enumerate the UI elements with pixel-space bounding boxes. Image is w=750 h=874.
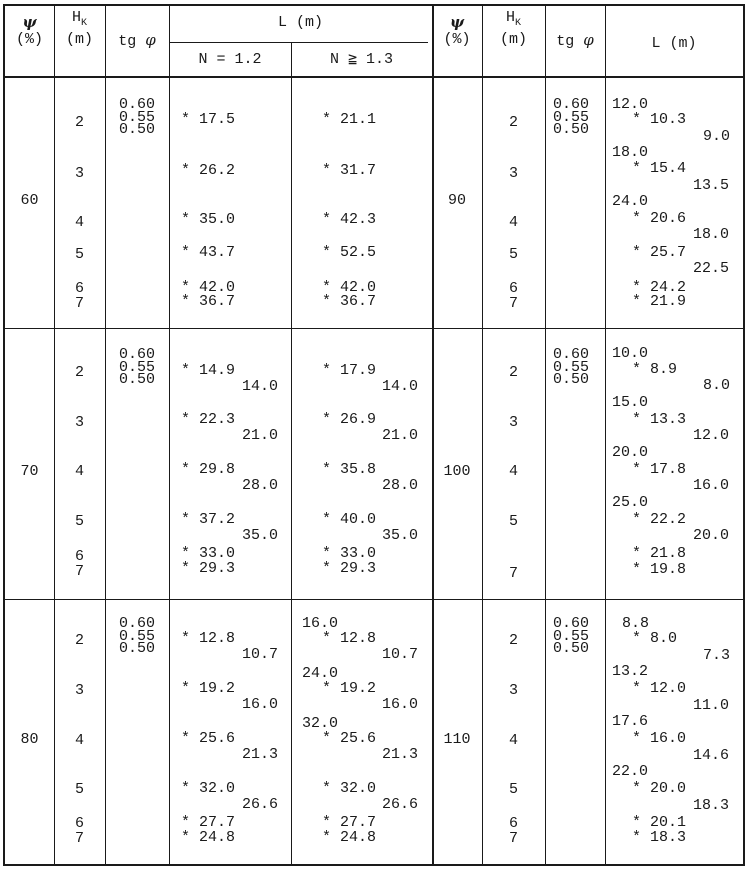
n13-header: N ≧ 1.3	[329, 51, 394, 68]
n13-value: 21.0	[382, 427, 419, 444]
hk-header-right	[482, 10, 545, 48]
right-l-value: 22.0	[612, 763, 649, 780]
slope-length-table	[3, 4, 745, 866]
right-l-value: 18.3	[693, 797, 730, 814]
tg-value: 0.60	[553, 615, 590, 632]
right-l-value: 15.0	[612, 394, 649, 411]
psi-value: 70	[20, 463, 39, 480]
n13-value: * 33.0	[322, 545, 377, 562]
hk-value: 6	[74, 280, 84, 297]
grid-line	[105, 6, 106, 864]
grid-line	[291, 42, 292, 864]
hk-value-right: 5	[508, 781, 518, 798]
right-l-value: 13.5	[693, 177, 730, 194]
tg-values-right	[553, 96, 590, 138]
n13-value: * 17.9	[322, 362, 377, 379]
right-l-value: 25.0	[612, 494, 649, 511]
n13-value: * 25.6	[322, 730, 377, 747]
grid-line	[169, 42, 428, 43]
hk-value-right: 3	[508, 682, 518, 699]
n13-value: * 42.3	[322, 211, 377, 228]
n12-value: * 42.0	[181, 279, 236, 296]
hk-value: 3	[74, 682, 84, 699]
psi-value: 80	[20, 731, 39, 748]
hk-value-right: 5	[508, 246, 518, 263]
n12-value: * 26.2	[181, 162, 236, 179]
hk-value-right: 5	[508, 513, 518, 530]
tg-values	[119, 346, 156, 388]
tg-value: 0.60	[119, 346, 156, 363]
psi-value-right: 90	[447, 192, 466, 209]
hk-value-right: 2	[508, 632, 518, 649]
n13-value: * 32.0	[322, 780, 377, 797]
n13-value: * 36.7	[322, 293, 377, 310]
n13-value: 26.6	[382, 796, 419, 813]
hk-value: 2	[74, 632, 84, 649]
grid-line	[169, 6, 170, 864]
right-l-value: * 24.2	[632, 279, 687, 296]
hk-value-right: 2	[508, 114, 518, 131]
right-l-value: 17.6	[612, 713, 649, 730]
right-l-value: 20.0	[693, 527, 730, 544]
tg-values	[119, 615, 156, 657]
grid-line	[5, 76, 743, 78]
right-l-value: * 10.3	[632, 111, 687, 128]
right-l-value: 18.0	[612, 144, 649, 161]
tg-value: 0.50	[119, 121, 156, 138]
right-l-value: * 20.0	[632, 780, 687, 797]
right-l-value: 8.0	[703, 377, 731, 394]
n13-value: * 42.0	[322, 279, 377, 296]
right-l-value: 18.0	[693, 226, 730, 243]
tg-value: 0.60	[119, 615, 156, 632]
right-l-value: 11.0	[693, 697, 730, 714]
tg-value: 0.60	[553, 346, 590, 363]
tg-values-right	[553, 346, 590, 388]
tg-phi: φ	[145, 31, 156, 49]
grid-line	[605, 6, 606, 864]
tg-header	[105, 32, 169, 50]
n13-value: 28.0	[382, 477, 419, 494]
psi-value-right: 110	[443, 731, 471, 748]
right-l-value: 24.0	[612, 193, 649, 210]
tg-value: 0.55	[553, 358, 590, 376]
n13-value: * 31.7	[322, 162, 377, 179]
n12-value: 14.0	[242, 378, 279, 395]
hk-value-right: 6	[508, 280, 518, 297]
right-l-value: 22.5	[693, 260, 730, 277]
right-l-value: * 15.4	[632, 160, 687, 177]
tg-prefix: tg	[118, 33, 137, 50]
hk-value: 6	[74, 548, 84, 565]
n12-value: 10.7	[242, 646, 279, 663]
right-l-value: * 13.3	[632, 411, 687, 428]
tg-value: 0.55	[119, 627, 156, 645]
right-l-value: 16.0	[693, 477, 730, 494]
n12-value: * 36.7	[181, 293, 236, 310]
hk-unit-right: (m)	[499, 31, 527, 48]
right-l-value: * 18.3	[632, 829, 687, 846]
l-header-right: L (m)	[651, 35, 697, 52]
hk-value: 2	[74, 114, 84, 131]
hk-main: H	[71, 9, 81, 26]
grid-line	[545, 6, 546, 864]
n13-value: 24.0	[302, 665, 339, 682]
right-l-value: * 19.8	[632, 561, 687, 578]
hk-value: 7	[74, 295, 84, 312]
psi-symbol-right: ψ	[449, 13, 465, 31]
psi-unit-right: (%)	[443, 31, 471, 48]
right-l-value: 10.0	[612, 345, 649, 362]
right-l-value: 12.0	[612, 96, 649, 113]
n13-value: 14.0	[382, 378, 419, 395]
hk-unit: (m)	[65, 31, 93, 48]
n13-value: * 19.2	[322, 680, 377, 697]
right-l-value: * 16.0	[632, 730, 687, 747]
tg-value: 0.60	[553, 96, 590, 113]
grid-line	[5, 328, 743, 329]
hk-sub-right: K	[515, 18, 522, 29]
hk-value: 3	[74, 165, 84, 182]
right-l-value: * 20.6	[632, 210, 687, 227]
n12-value: * 32.0	[181, 780, 236, 797]
tg-phi-right: φ	[583, 31, 594, 49]
n13-value: * 21.1	[322, 111, 377, 128]
tg-value: 0.55	[553, 627, 590, 645]
hk-value-right: 3	[508, 414, 518, 431]
psi-value: 60	[20, 192, 39, 209]
n13-value: 21.3	[382, 746, 419, 763]
right-l-value: 14.6	[693, 747, 730, 764]
n12-value: * 29.3	[181, 560, 236, 577]
n13-value: 16.0	[302, 615, 339, 632]
right-l-value: * 25.7	[632, 244, 687, 261]
grid-line	[5, 599, 743, 600]
n13-value: * 35.8	[322, 461, 377, 478]
hk-value: 5	[74, 781, 84, 798]
n12-value: * 12.8	[181, 630, 236, 647]
n13-value: * 26.9	[322, 411, 377, 428]
hk-value-right: 7	[508, 295, 518, 312]
right-l-value: * 22.2	[632, 511, 687, 528]
right-l-value: * 12.0	[632, 680, 687, 697]
right-l-value: 8.8	[622, 615, 650, 632]
right-l-value: 20.0	[612, 444, 649, 461]
n13-value: * 24.8	[322, 829, 377, 846]
hk-value-right: 7	[508, 565, 518, 582]
right-l-value: * 17.8	[632, 461, 687, 478]
l-header: L (m)	[277, 14, 323, 31]
hk-value-right: 4	[508, 732, 518, 749]
right-l-value: * 20.1	[632, 814, 687, 831]
hk-header	[54, 10, 105, 48]
n12-value: 21.3	[242, 746, 279, 763]
hk-value: 2	[74, 364, 84, 381]
n12-value: * 29.8	[181, 461, 236, 478]
n12-value: 28.0	[242, 477, 279, 494]
n13-value: * 40.0	[322, 511, 377, 528]
n13-value: * 52.5	[322, 244, 377, 261]
tg-values	[119, 96, 156, 138]
n12-value: * 43.7	[181, 244, 236, 261]
tg-value: 0.50	[119, 371, 156, 388]
n13-value: * 29.3	[322, 560, 377, 577]
right-l-value: 13.2	[612, 663, 649, 680]
hk-value-right: 4	[508, 463, 518, 480]
right-l-value: 9.0	[703, 128, 731, 145]
n12-value: * 33.0	[181, 545, 236, 562]
hk-value: 7	[74, 830, 84, 847]
n13-value: 32.0	[302, 715, 339, 732]
n12-value: * 27.7	[181, 814, 236, 831]
n12-value: 35.0	[242, 527, 279, 544]
psi-header	[5, 14, 54, 48]
tg-value: 0.60	[119, 96, 156, 113]
hk-value: 4	[74, 732, 84, 749]
tg-value: 0.50	[553, 121, 590, 138]
tg-value: 0.55	[553, 108, 590, 126]
right-l-value: * 21.8	[632, 545, 687, 562]
hk-value-right: 6	[508, 815, 518, 832]
tg-prefix-right: tg	[556, 33, 575, 50]
n12-value: * 25.6	[181, 730, 236, 747]
right-l-value: 7.3	[703, 647, 731, 664]
tg-header-right	[545, 32, 605, 50]
tg-value: 0.55	[119, 108, 156, 126]
n12-value: 21.0	[242, 427, 279, 444]
tg-value: 0.55	[119, 358, 156, 376]
right-l-value: * 8.9	[632, 361, 678, 378]
n12-value: * 35.0	[181, 211, 236, 228]
tg-value: 0.50	[553, 371, 590, 388]
n12-value: 26.6	[242, 796, 279, 813]
n13-value: 10.7	[382, 646, 419, 663]
right-l-value: * 21.9	[632, 293, 687, 310]
hk-value-right: 2	[508, 364, 518, 381]
n12-value: * 19.2	[181, 680, 236, 697]
hk-value: 5	[74, 513, 84, 530]
hk-sub: K	[81, 18, 88, 29]
n13-value: * 12.8	[322, 630, 377, 647]
psi-header-right	[432, 14, 482, 48]
hk-value: 7	[74, 563, 84, 580]
n13-value: 16.0	[382, 696, 419, 713]
n13-value: * 27.7	[322, 814, 377, 831]
hk-value-right: 3	[508, 165, 518, 182]
right-l-value: * 8.0	[632, 630, 678, 647]
n12-value: * 24.8	[181, 829, 236, 846]
n12-header: N = 1.2	[198, 51, 262, 68]
psi-value-right: 100	[443, 463, 471, 480]
hk-value: 5	[74, 246, 84, 263]
tg-value: 0.50	[553, 640, 590, 657]
psi-symbol: ψ	[22, 13, 37, 31]
n12-value: 16.0	[242, 696, 279, 713]
right-l-value: 12.0	[693, 427, 730, 444]
n12-value: * 37.2	[181, 511, 236, 528]
n12-value: * 17.5	[181, 111, 236, 128]
hk-value: 3	[74, 414, 84, 431]
hk-value-right: 4	[508, 214, 518, 231]
psi-unit: (%)	[15, 31, 43, 48]
n12-value: * 22.3	[181, 411, 236, 428]
hk-value-right: 7	[508, 830, 518, 847]
hk-value: 4	[74, 463, 84, 480]
n12-value: * 14.9	[181, 362, 236, 379]
hk-value: 6	[74, 815, 84, 832]
hk-value: 4	[74, 214, 84, 231]
tg-values-right	[553, 615, 590, 657]
hk-main-right: H	[505, 9, 515, 26]
tg-value: 0.50	[119, 640, 156, 657]
n13-value: 35.0	[382, 527, 419, 544]
